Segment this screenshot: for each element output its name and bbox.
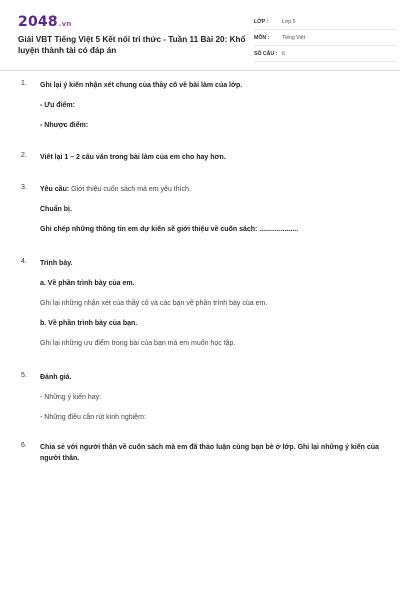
question-body [40, 80, 380, 131]
section-label: Chuẩn bị. [40, 206, 72, 213]
meta-row-subject [254, 30, 396, 46]
subsection-label: a. Về phần trình bày của em. [40, 280, 135, 287]
question-number: 4. [21, 258, 27, 265]
question-number: 2. [21, 152, 27, 159]
meta-label: LỚP : [254, 18, 269, 25]
section-label: Trình bày. [40, 260, 73, 267]
question-number: 6. [21, 442, 27, 449]
site-logo[interactable] [18, 14, 72, 30]
answer-label: - Những ý kiến hay: [40, 394, 102, 401]
question-text: Ghi chép những thông tin em dự kiến sẽ giới thiệu về cuốn sách: .................... [40, 226, 299, 233]
instruction-text: Ghi lại những ưu điểm trong bài của bạn mà em muốn học tập. [40, 340, 236, 347]
meta-row-count [254, 46, 396, 62]
header-divider [0, 70, 400, 71]
question-number: 3. [21, 184, 27, 191]
question-text: Viết lại 1 – 2 câu văn trong bài làm của em cho hay hơn. [40, 154, 226, 161]
subsection-label: b. Về phần trình bày của bạn. [40, 320, 138, 327]
meta-table [254, 14, 396, 62]
requirement-label: Yêu cầu: [40, 186, 70, 193]
question-number: 5. [21, 372, 27, 379]
answer-label: - Nhược điểm: [40, 122, 89, 129]
question-body [40, 152, 380, 163]
section-label: Đánh giá. [40, 374, 72, 381]
requirement-text: Giới thiệu cuốn sách mà em yêu thích. [71, 186, 191, 193]
question-body [40, 372, 380, 423]
answer-label: - Ưu điểm: [40, 102, 75, 109]
question-body [40, 442, 380, 464]
question-text: Ghi lại ý kiến nhận xét chung của thầy cô về bài làm của lớp. [40, 82, 243, 89]
answer-label: - Những điều cần rút kinh nghiệm: [40, 414, 146, 421]
question-text: Chia sẻ với người thân về cuốn sách mà em đã thảo luận cùng bạn bè ở lớp. Ghi lại những ý kiến của người thân. [40, 444, 379, 462]
meta-row-class [254, 14, 396, 30]
document-title: Giải VBT Tiếng Việt 5 Kết nối tri thức - Tuần 11 Bài 20: Khổ luyện thành tài có đáp án [18, 35, 246, 55]
question-body [40, 258, 380, 349]
meta-label: MÔN : [254, 34, 270, 41]
meta-value: Tiếng Việt [282, 34, 306, 41]
logo-suffix: .vn [58, 20, 72, 28]
question-number: 1. [21, 80, 27, 87]
worksheet-header [18, 12, 382, 70]
meta-label: SỐ CÂU : [254, 50, 278, 57]
meta-value: 6 [282, 50, 285, 57]
question-body [40, 184, 380, 235]
meta-value: Lớp 5 [282, 18, 296, 25]
logo-text: 2048 [18, 14, 58, 30]
instruction-text: Ghi lại những nhận xét của thầy cô và các bạn về phần trình bày của em. [40, 300, 268, 307]
